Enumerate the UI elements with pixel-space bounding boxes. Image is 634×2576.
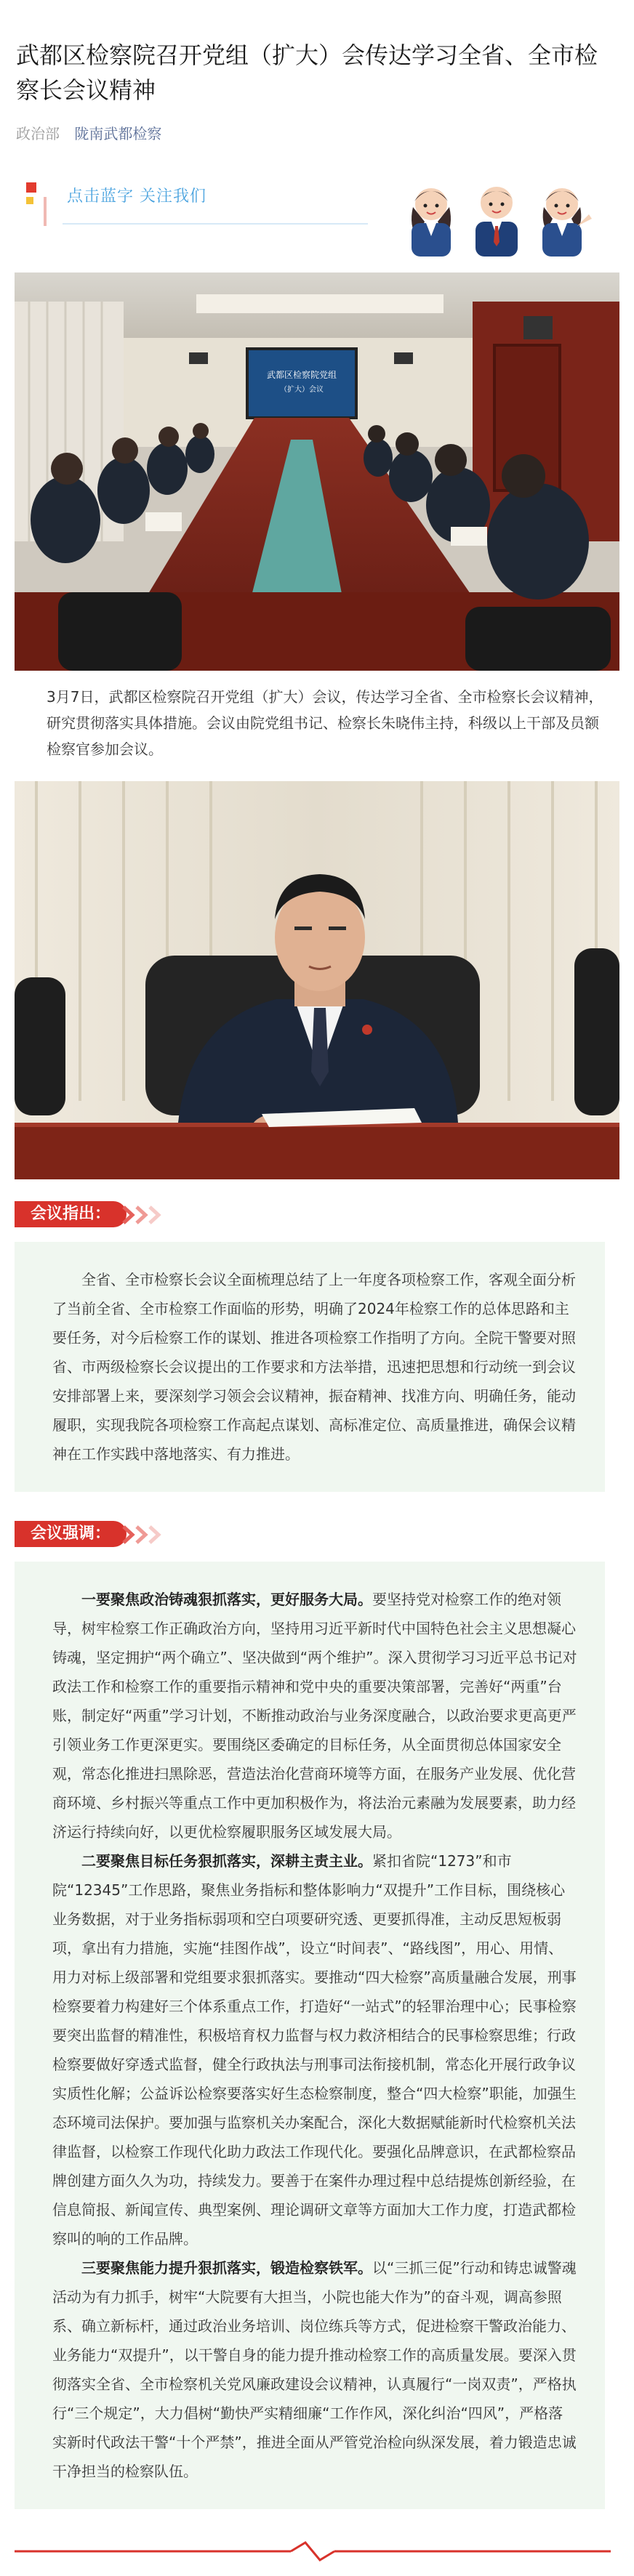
section-header-emphasized — [15, 1521, 634, 1550]
point-body: 紧扣省院“1273”和市院“12345”工作思路，聚焦业务指标和整体影响力“双提升”工作目标，围绕核心业务数据，对于业务指标弱项和空白项要研究透、更要抓得准，主动反思短板弱项，拿出有力措施，实施“挂图作战”，设立“时间表”、“路线图”，用心、用情、用力对标上级部署和党组要求狠抓落实。要推动“四大检察”高质量融合发展，刑事检察要着力构建好三个体系重点工作，打造好“一站式”的轻罪治理中心；民事检察要突出监督的精准性，积极培育权力监督与权力救济相结合的民事检察思维；行政检察要做好穿透式监督，健全行政执法与刑事司法衔接机制，常态化开展行政争议实质性化解；公益诉讼检察要落实好生态检察制度，整合“四大检察”职能，加强生态环境司法保护。要加强与监察机关办案配合，深化大数据赋能新时代检察机关法律监督，以检察工作现代化助力政法工作现代化。要强化品牌意识，在武都检察品牌创建方面久久为功，持续发力。要善于在案件办理过程中总结提炼创新经验，在信息简报、新闻宣传、典型案例、理论调研文章等方面加大工作力度，打造武都检察叫的响的工作品牌。 — [52, 1852, 577, 2248]
chevron-icon — [121, 1204, 164, 1226]
section-tag: 会议强调： — [15, 1521, 127, 1547]
chevron-icon — [121, 1524, 164, 1546]
section-panel-pointed-out — [15, 1242, 605, 1492]
point-heading: 二要聚焦目标任务狠抓落实，深耕主责主业。 — [81, 1852, 372, 1870]
point-body: 以“三抓三促”行动和铸忠诚警魂活动为有力抓手，树牢“大院要有大担当，小院也能大作为”的奋斗观，调高参照系、确立新标杆，通过政治业务培训、岗位练兵等方式，促进检察干警政治能力、业务能力“双提升”，以干警自身的能力提升推动检察工作的高质量发展。要深入贯彻落实全省、全市检察机关党风廉政建设会议精神，认真履行“一岗双责”，严格执行“三个规定”，大力倡树“勤快严实精细廉“工作作风，深化纠治“四风”，严格落实新时代政法干警“十个严禁”，推进全面从严管党治检向纵深发展，着力锻造忠诚干净担当的检察队伍。 — [52, 2259, 577, 2480]
article-meta — [0, 108, 634, 143]
point-heading: 一要聚焦政治铸魂狠抓落实，更好服务大局。 — [81, 1591, 372, 1608]
point-paragraph — [52, 2253, 577, 2486]
point-paragraph — [52, 1585, 577, 1846]
banner-decoration — [44, 197, 47, 226]
speaker-image — [15, 781, 619, 1179]
speaker-photo — [15, 781, 619, 1179]
point-body: 要坚持党对检察工作的绝对领导，树牢检察工作正确政治方向，坚持用习近平新时代中国特色社会主义思想凝心铸魂，坚定拥护“两个确立”、坚决做到“两个维护”。深入贯彻学习习近平总书记对政法工作和检察工作的重要指示精神和党中央的重要决策部署，完善好“两重”台账，制定好“两重”学习计划，不断推动政治与业务深度融合，以政治要求更高更严引领业务工作更深更实。要围绕区委确定的目标任务，从全面贯彻总体国家安全观，常态化推进扫黑除恶，营造法治化营商环境等方面，在服务产业发展、优化营商环境、乡村振兴等重点工作中更加积极作为，将法治元素融为发展要素，助力经济运行持续向好，以更优检察履职服务区域发展大局。 — [52, 1591, 577, 1841]
article-title: 武都区检察院召开党组（扩大）会传达学习全省、全市检察长会议精神 — [16, 41, 598, 104]
section-header-pointed-out — [15, 1201, 634, 1230]
follow-us-link[interactable]: 点击蓝字 关注我们 — [67, 187, 206, 206]
follow-banner — [0, 175, 634, 262]
screen-text-line1: 武都区检察院党组 — [266, 370, 337, 380]
meeting-photo — [15, 272, 619, 671]
meeting-room-image — [15, 272, 619, 671]
point-heading: 三要聚焦能力提升狠抓落实，锻造检察铁军。 — [81, 2259, 372, 2277]
section-body: 全省、全市检察长会议全面梳理总结了上一年度各项检察工作，客观全面分析了当前全省、全市检察工作面临的形势，明确了2024年检察工作的总体思路和主要任务，对今后检察工作的谋划、推进各项检察工作指明了方向。全院干警要对照省、市两级检察长会议提出的工作要求和方法举措，迅速把思想和行动统一到会议安排部署上来，要深刻学习领会会议精神，振奋精神、找准方向、明确任务，能动履职，实现我院各项检察工作高起点谋划、高标准定位、高质量推进，确保会议精神在工作实践中落地落实、有力推进。 — [52, 1271, 576, 1463]
banner-decoration — [26, 182, 36, 193]
section-panel-emphasized — [15, 1562, 605, 2509]
section-tag: 会议指出： — [15, 1201, 127, 1227]
screen-text-line2: （扩大）会议 — [280, 386, 324, 394]
banner-divider — [63, 223, 368, 225]
account-link[interactable]: 陇南武都检察 — [74, 125, 162, 142]
photo-caption: 3月7日，武都区检察院召开党组（扩大）会议，传达学习全省、全市检察长会议精神，研究贯彻落实具体措施。会议由院党组书记、检察长朱晓伟主持，科级以上干部及员额检察官参加会议。 — [47, 688, 603, 758]
source-tag: 政治部 — [16, 125, 60, 142]
people-illustration-icon — [398, 178, 595, 258]
banner-decoration — [26, 197, 33, 204]
footer-lines-graphic — [0, 2529, 634, 2573]
point-paragraph — [52, 1846, 577, 2253]
footer-decoration — [0, 2529, 634, 2573]
